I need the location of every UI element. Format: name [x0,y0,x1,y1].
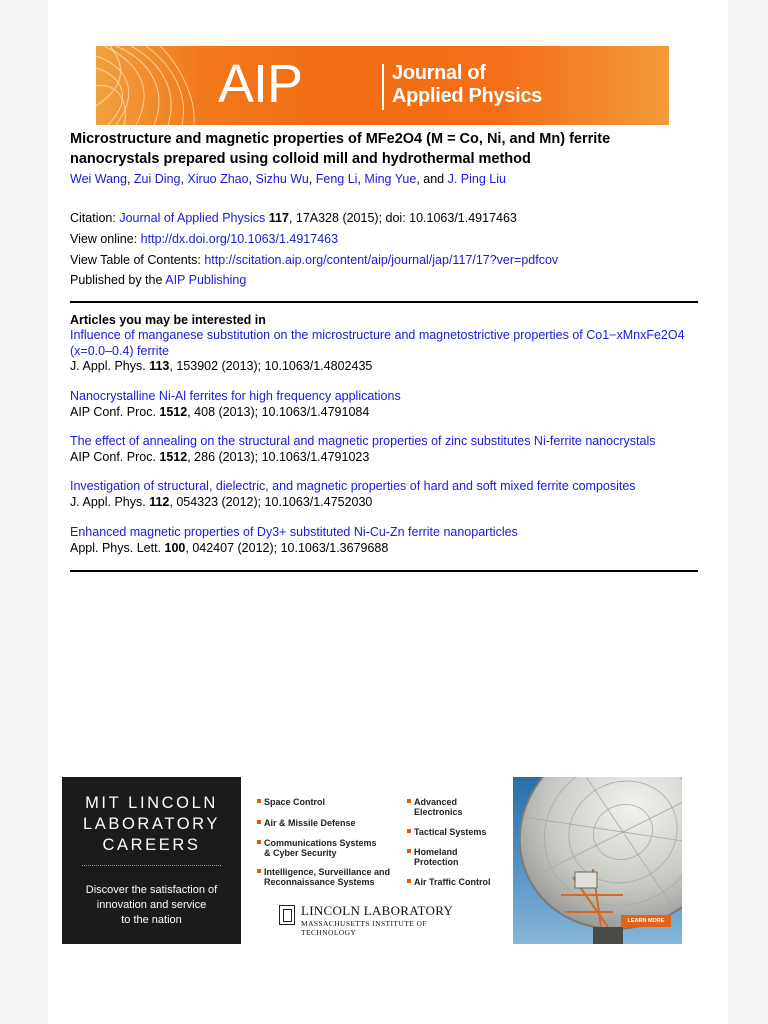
bottom-divider [70,570,698,572]
author-link[interactable]: Wei Wang [70,172,127,186]
ad-program-item: Intelligence, Surveillance and Reconnaissance Systems [264,867,404,887]
related-article-volume: 113 [149,359,170,373]
authors-conjunction: and [423,172,445,186]
related-article-title-link[interactable]: Nanocrystalline Ni-Al ferrites for high frequency applications [70,389,401,403]
related-article-details: , 054323 (2012); 10.1063/1.4752030 [169,494,373,509]
ad-careers-heading [62,793,241,856]
bullet-icon [257,799,261,803]
lincoln-lab-institute: MASSACHUSETTS INSTITUTE OF TECHNOLOGY [301,919,427,937]
related-article [70,389,710,420]
related-article [70,328,710,375]
ad-program-item: Air & Missile Defense [264,818,394,828]
learn-more-button[interactable]: LEARN MORE [621,915,671,927]
related-article-citation [70,359,710,375]
related-article-citation [70,450,710,466]
author-link[interactable]: Zui Ding [133,172,181,186]
bullet-icon [407,829,411,833]
bullet-icon [407,879,411,883]
bullet-icon [257,840,261,844]
published-line [70,272,246,288]
related-article-volume: 112 [149,494,170,509]
toc-line [70,252,558,268]
author-link[interactable]: Feng Li [315,172,358,186]
banner-divider [382,64,384,110]
aip-logo: AIP [218,54,303,114]
ad-tagline [62,883,241,928]
related-article-journal: J. Appl. Phys. [70,359,146,373]
ad-radar-photo [513,777,682,944]
related-article-title-link[interactable]: The effect of annealing on the structural and magnetic properties of zinc substitutes Ni-ferrite nanocrystals [70,434,656,448]
ad-program-item: Space Control [264,797,394,807]
ad-tagline-line: Discover the satisfaction of [85,884,218,896]
top-divider [70,301,698,303]
journal-banner[interactable] [96,46,669,125]
bullet-icon [257,820,261,824]
ad-program-item: Air Traffic Control [414,877,504,887]
ad-heading-line: CAREERS [102,836,201,854]
related-article [70,525,710,556]
bullet-icon [407,799,411,803]
related-article-journal: AIP Conf. Proc. [70,449,156,464]
view-online-label: View online: [70,232,138,246]
author-link[interactable]: Xiruo Zhao [187,172,249,186]
ad-tagline-line: to the nation [121,914,182,926]
lincoln-lab-name: LINCOLN LABORATORY [301,903,454,918]
author-link[interactable]: Ming Yue [364,172,417,186]
view-online-line [70,231,338,247]
related-article-citation [70,405,710,421]
related-article-volume: 1512 [159,449,188,464]
ad-program-list [241,777,513,944]
published-label: Published by the [70,273,163,287]
view-online-link[interactable]: http://dx.doi.org/10.1063/1.4917463 [140,232,339,246]
author-link[interactable]: Sizhu Wu [255,172,309,186]
lincoln-lab-advertisement[interactable] [62,777,682,944]
related-article-citation [70,495,710,511]
related-article-details: , 042407 (2012); 10.1063/1.3679688 [185,540,389,555]
citation-journal-link[interactable]: Journal of Applied Physics [119,211,266,225]
related-article-citation [70,541,710,557]
related-article-details: , 286 (2013); 10.1063/1.4791023 [187,449,370,464]
article-title: Microstructure and magnetic properties of MFe2O4 (M = Co, Ni, and Mn) ferrite nanocrystals prepared using colloid mill and hydrothermal method [70,131,611,167]
journal-name-line-1: Journal of [392,62,486,84]
ad-heading-line: LABORATORY [83,815,220,833]
journal-name-line-2: Applied Physics [392,85,542,107]
related-article-details: , 408 (2013); 10.1063/1.4791084 [187,404,370,419]
toc-label: View Table of Contents: [70,253,201,267]
lincoln-seal-icon [279,905,295,925]
related-article-title-link[interactable]: Investigation of structural, dielectric, and magnetic properties of hard and soft mixed ferrite composites [70,479,636,493]
citation-line [70,210,517,226]
related-article-volume: 1512 [159,404,188,419]
citation-details: , 17A328 (2015); doi: 10.1063/1.4917463 [288,211,517,225]
citation-volume: 117 [268,211,289,225]
related-article-journal: AIP Conf. Proc. [70,404,156,419]
ad-careers-panel [62,777,241,944]
ad-dotted-divider [82,865,221,866]
journal-name [392,62,542,108]
citation-label: Citation: [70,211,116,225]
ad-heading-line: MIT LINCOLN [85,794,218,812]
ad-tagline-line: innovation and service [96,899,207,911]
ad-program-item: Communications Systems & Cyber Security [264,838,382,858]
related-article [70,434,710,465]
related-article [70,479,710,510]
ad-program-item: Homeland Protection [414,847,484,867]
related-article-title-link[interactable]: Enhanced magnetic properties of Dy3+ substituted Ni-Cu-Zn ferrite nanoparticles [70,525,518,539]
lincoln-lab-logo [279,903,479,937]
related-article-journal: J. Appl. Phys. [70,494,146,509]
bullet-icon [407,849,411,853]
related-article-details: , 153902 (2013); 10.1063/1.4802435 [169,359,373,373]
related-article-volume: 100 [164,540,186,555]
related-articles-heading: Articles you may be interested in [70,313,266,327]
ad-program-item: Advanced Electronics [414,797,494,817]
related-article-journal: Appl. Phys. Lett. [70,540,162,555]
author-link[interactable]: J. Ping Liu [447,172,506,186]
related-article-title-link[interactable]: Influence of manganese substitution on the microstructure and magnetostrictive properties of Co1−xMnxFe2O4 (x=0.0–0.4) ferrite [70,328,685,358]
toc-link[interactable]: http://scitation.aip.org/content/aip/journal/jap/117/17?ver=pdfcov [204,253,559,267]
publisher-link[interactable]: AIP Publishing [165,273,247,287]
bullet-icon [257,869,261,873]
ad-program-item: Tactical Systems [414,827,504,837]
author-list: Wei Wang, Zui Ding, Xiruo Zhao, Sizhu Wu, Feng Li, Ming Yue, and J. Ping Liu [70,172,506,186]
